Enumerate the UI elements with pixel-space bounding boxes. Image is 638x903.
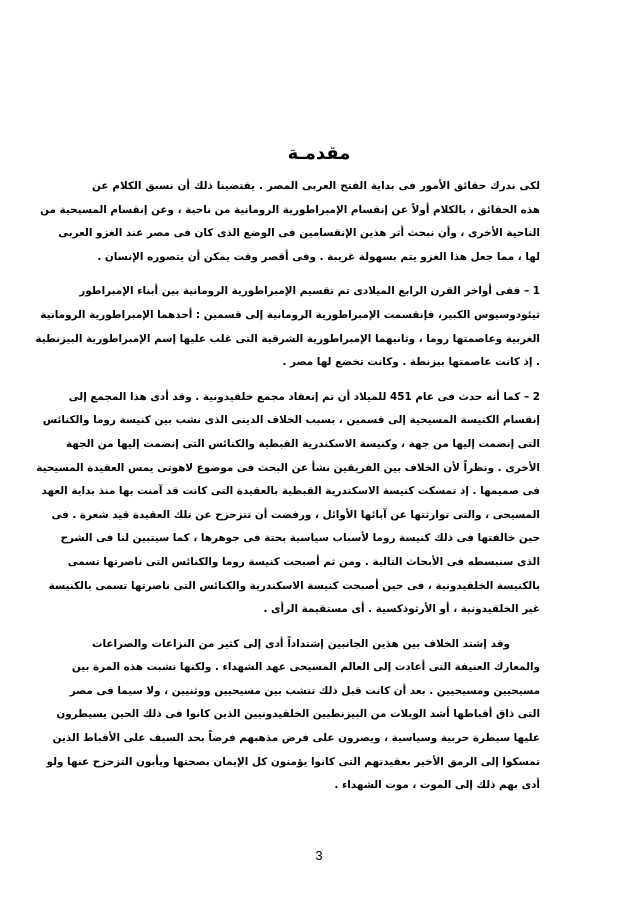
text-line: فى صميمها . إذ تمسكت كنيسة الاسكندرية القبطية بالعقيدة التى كانت قد آمنت بها منذ بداية العهد [41, 485, 540, 498]
text-line: هذه الحقائق ، بالكلام أولاً عن إنقسام الإمبراطورية الرومانية من ناحية ، وعن إنقسام المسيحية من [40, 203, 540, 216]
text-line: مسيحيين ومسيحيين . بعد أن كانت قبل ذلك تنشب بين مسيحيين ووثنيين ، ولا سيما فى مصر [69, 684, 540, 697]
text-line: غير الخلقيدونية ، أو الأرثوذكسية . أى مستقيمة الرأى . [263, 603, 540, 616]
page-title: مقدمـة [287, 143, 351, 164]
text-line: أدى بهم ذلك إلى الموت ، موت الشهداء . [334, 779, 540, 792]
text-line: إنقسام الكنيسة المسيحية إلى قسمين ، بسبب الخلاف الدينى الذى نشب بين كنيسة روما والكنائس [42, 414, 540, 427]
body-text [35, 175, 540, 809]
text-line: الذى سنبسطه فى الأبحاث التالية . ومن ثم أصبحت كنيسة روما والكنائس التى ناصرتها تسمى [67, 555, 540, 568]
text-line: عليها سيطرة حربية وسياسية ، ويصرون على فرض مذهبهم فرضاً بحد السيف على الأقباط الذين [52, 732, 540, 745]
text-line: لكى ندرك حقائق الأمور فى بداية الفتح العربى المصر . يقتضينا ذلك أن نسبق الكلام عن [92, 180, 540, 192]
text-line: تمسكوا إلى الرمق الأخير بعقيدتهم التى كانوا يؤمنون كل الإيمان بصحتها ويأبون التزحزح عنها ولو [46, 755, 540, 768]
text-line: المسيحى ، والتى توارثتها عن آبائها الأوائل ، ورفضت أن تتزحزح عن تلك العقيدة قيد شعرة . فى [51, 508, 540, 521]
paragraph [40, 175, 540, 269]
page-number: 3 [315, 848, 323, 863]
text-line: بالكنيسة الخلقيدونية ، فى حين أصبحت كنيسة الاسكندرية والكنائس التى ناصرتها تسمى بالكنيسة [48, 579, 540, 592]
text-line: ثيئودوسيوس الكبير، فإنقسمت الإمبراطورية الرومانية إلى قسمين : أحدهما الإمبراطورية الرومانية [40, 308, 540, 321]
text-line: التى إنضمت إليها من جهة ، وكنيسة الاسكندرية القبطية والكنائس التى إنضمت إليها من الجهة [65, 437, 540, 450]
text-line: الأخرى . ونظراً لأن الخلاف بين الفريقين نشأ عن البحث فى موضوع لاهوتى يمس العقيدة المسيحية [36, 461, 540, 474]
text-line: التى ذاق أقباطها أشد الويلات من البيزنطيين الخلقيدونيين الذين كانوا فى ذلك الحين يسيطرون [56, 708, 540, 721]
text-line: لها ، مما جعل هذا الغزو يتم بسهولة غريبة . وفى أقصر وقت يمكن أن يتصوره الإنسان . [97, 250, 540, 263]
text-line: الغربية وعاصمتها روما ، وثانيهما الإمبراطورية الشرقية التى غلب عليها إسم الإمبراطورية البيزنطية [35, 332, 540, 345]
paragraph [35, 280, 540, 374]
paragraph [36, 386, 540, 622]
text-line: 1 – ففى أواخر القرن الرابع الميلادى تم تقسيم الإمبراطورية الرومانية بين أبناء الإمبراطور [79, 285, 540, 298]
text-line: حين خالفتها فى ذلك كنيسة روما لأسباب سياسية بحتة فى جوهرها ، كما سيتبين لنا فى الشرح [60, 532, 540, 545]
text-line: وقد إشتد الخلاف بين هذين الجانبين إشتداداً أدى إلى كثير من النزاعات والصراعات [92, 637, 510, 650]
text-line: 2 – كما أنه حدث فى عام 451 للميلاد أن تم إنعقاد مجمع خلقيدونية . وقد أدى هذا المجمع إلى [68, 390, 540, 403]
paragraph [46, 633, 540, 798]
text-line: الناحية الأخرى ، وأن نبحث أثر هذين الإنقسامين فى الوضع الذى كان فى مصر عند الغزو العربى [58, 227, 540, 240]
text-line: . إذ كانت عاصمتها بيزنطة . وكانت تخضع لها مصر . [282, 356, 540, 369]
text-line: والمعارك العنيفة التى أعادت إلى العالم المسيحى عهد الشهداء . ولكنها نشبت هذه المرة بين [71, 661, 540, 674]
